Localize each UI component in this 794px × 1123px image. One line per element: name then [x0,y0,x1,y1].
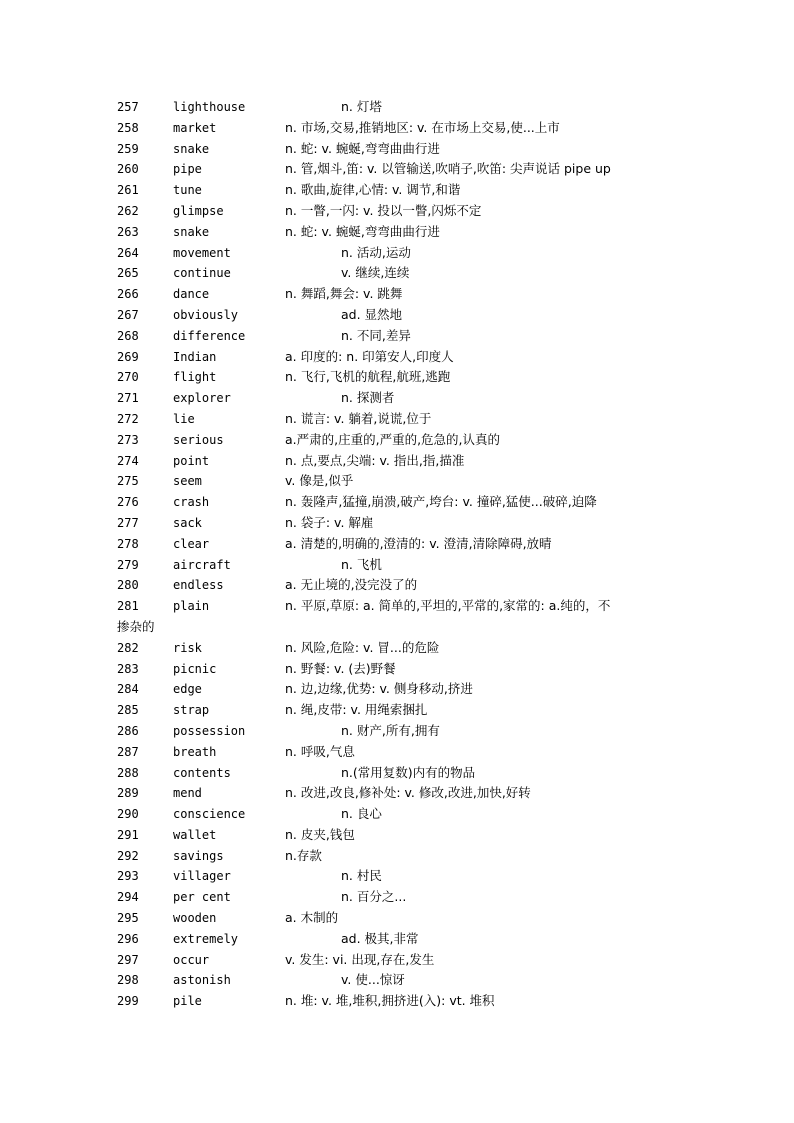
entry-word: plain [173,599,210,614]
entry-word: obviously [173,307,239,322]
entry-definition: n. 歌曲,旋律,心情: v. 调节,和谐 [285,182,461,198]
entry-definition: n. 良心 [341,806,382,822]
entry-definition: n. 边,边缘,优势: v. 侧身移动,挤进 [285,681,473,697]
entry-number: 269 [117,349,139,364]
entry-number: 286 [117,723,139,738]
entry-number: 294 [117,890,139,905]
entry-definition: ad. 显然地 [341,306,403,322]
entry-definition: v. 使...惊讶 [341,972,405,988]
entry-definition: ad. 极其,非常 [341,930,419,946]
vocab-row [0,326,794,347]
entry-number: 271 [117,391,139,406]
entry-number: 288 [117,765,139,780]
entry-word: wallet [173,827,217,842]
entry-definition: n.存款 [285,847,322,863]
vocab-row-continuation [0,617,794,638]
entry-word: serious [173,432,224,447]
entry-definition: v. 发生: vi. 出现,存在,发生 [285,951,435,967]
vocab-row [0,367,794,388]
entry-definition: n. 一瞥,一闪: v. 投以一瞥,闪烁不定 [285,202,482,218]
entry-definition: a. 无止境的,没完没了的 [285,577,418,593]
entry-word: difference [173,328,246,343]
entry-definition: n. 管,烟斗,笛: v. 以管输送,吹哨子,吹笛: 尖声说话 pipe up [285,161,611,177]
entry-word: occur [173,952,210,967]
vocab-row [0,180,794,201]
entry-definition: n. 不同,差异 [341,327,411,343]
entry-number: 259 [117,141,139,156]
entry-word: lighthouse [173,100,246,114]
entry-number: 283 [117,661,139,676]
entry-number: 292 [117,848,139,863]
entry-word: breath [173,744,217,759]
entry-number: 297 [117,952,139,967]
entry-definition: v. 像是,似乎 [285,473,354,489]
vocab-row [0,742,794,763]
vocab-row [0,347,794,368]
entry-word: glimpse [173,203,224,218]
entry-number: 278 [117,536,139,551]
vocab-row [0,970,794,991]
entry-number: 265 [117,266,139,281]
entry-number: 277 [117,515,139,530]
vocab-row [0,908,794,929]
entry-word: sack [173,515,202,530]
entry-definition: a. 印度的: n. 印第安人,印度人 [285,348,454,364]
entry-number: 285 [117,703,139,718]
entry-definition: a. 清楚的,明确的,澄清的: v. 澄清,清除障碍,放晴 [285,535,552,551]
entry-word: lie [173,411,195,426]
entry-number: 279 [117,557,139,572]
entry-word: flight [173,370,217,385]
entry-number: 281 [117,599,139,614]
entry-word: snake [173,141,210,156]
entry-word: wooden [173,911,217,926]
entry-word: aircraft [173,557,231,572]
entry-number: 287 [117,744,139,759]
entry-definition: v. 继续,连续 [341,265,410,281]
entry-number: 295 [117,911,139,926]
entry-word: contents [173,765,231,780]
entry-number: 272 [117,411,139,426]
entry-number: 289 [117,786,139,801]
entry-definition: n. 舞蹈,舞会: v. 跳舞 [285,286,403,302]
vocab-row [0,492,794,513]
entry-word: pile [173,994,202,1009]
vocab-row [0,887,794,908]
vocab-row [0,721,794,742]
entry-word: seem [173,474,202,489]
vocab-row [0,804,794,825]
entry-word: strap [173,703,210,718]
vocab-row [0,783,794,804]
vocab-row [0,659,794,680]
vocab-row [0,222,794,243]
entry-number: 280 [117,578,139,593]
entry-number: 258 [117,120,139,135]
entry-definition: n. 灯塔 [341,99,382,114]
entry-word: movement [173,245,231,260]
entry-word: dance [173,287,210,302]
entry-definition: n. 探测者 [341,390,395,406]
entry-number: 276 [117,495,139,510]
entry-word: continue [173,266,231,281]
entry-word: risk [173,640,202,655]
entry-definition: n. 风险,危险: v. 冒...的危险 [285,639,440,655]
entry-number: 273 [117,432,139,447]
entry-definition: n. 蛇: v. 蜿蜒,弯弯曲曲行进 [285,223,440,239]
entry-word: villager [173,869,231,884]
entry-number: 290 [117,807,139,822]
entry-definition: n. 市场,交易,推销地区: v. 在市场上交易,使...上市 [285,119,560,135]
entry-number: 275 [117,474,139,489]
entry-definition: a.严肃的,庄重的,严重的,危急的,认真的 [285,431,501,447]
entry-word: endless [173,578,224,593]
entry-definition: n. 活动,运动 [341,244,411,260]
entry-word: tune [173,183,202,198]
vocab-row [0,305,794,326]
entry-word: crash [173,495,210,510]
entry-word: possession [173,723,246,738]
entry-definition: n. 绳,皮带: v. 用绳索捆扎 [285,702,428,718]
entry-word: clear [173,536,210,551]
entry-definition: n. 百分之... [341,889,407,905]
vocab-row [0,929,794,950]
vocab-row [0,139,794,160]
vocab-row [0,846,794,867]
entry-definition: n. 改进,改良,修补处: v. 修改,改进,加快,好转 [285,785,531,801]
entry-number: 257 [117,100,139,114]
entry-number: 296 [117,931,139,946]
entry-definition: n. 点,要点,尖端: v. 指出,指,描准 [285,452,465,468]
vocabulary-list [0,97,794,1012]
entry-word: savings [173,848,224,863]
entry-number: 267 [117,307,139,322]
entry-definition: n. 轰隆声,猛撞,崩溃,破产,垮台: v. 撞碎,猛使...破碎,迫降 [285,494,597,510]
entry-number: 262 [117,203,139,218]
entry-definition: n. 堆: v. 堆,堆积,拥挤进(入): vt. 堆积 [285,993,495,1009]
vocab-row [0,700,794,721]
entry-definition-continuation: 掺杂的 [117,618,155,634]
entry-word: explorer [173,391,231,406]
entry-definition: n. 呼吸,气息 [285,743,355,759]
entry-definition: n. 财产,所有,拥有 [341,722,440,738]
entry-number: 282 [117,640,139,655]
entry-number: 263 [117,224,139,239]
vocab-row [0,118,794,139]
entry-word: point [173,453,210,468]
vocab-row [0,430,794,451]
entry-number: 268 [117,328,139,343]
entry-definition: a. 木制的 [285,910,339,926]
vocab-row [0,991,794,1012]
vocab-row [0,555,794,576]
vocab-row [0,866,794,887]
entry-number: 261 [117,183,139,198]
entry-word: mend [173,786,202,801]
vocab-row [0,284,794,305]
entry-definition: n. 村民 [341,868,382,884]
vocab-row [0,596,794,617]
vocab-row [0,471,794,492]
entry-word: astonish [173,973,231,988]
entry-number: 264 [117,245,139,260]
vocab-row [0,451,794,472]
vocab-row [0,201,794,222]
entry-definition: n. 谎言: v. 躺着,说谎,位于 [285,410,432,426]
entry-word: conscience [173,807,246,822]
entry-definition: n. 平原,草原: a. 简单的,平坦的,平常的,家常的: a.纯的，不 [285,598,611,614]
entry-number: 274 [117,453,139,468]
entry-word: extremely [173,931,239,946]
entry-definition: n. 野餐: v. (去)野餐 [285,660,396,676]
vocab-row [0,825,794,846]
vocab-row [0,97,794,118]
vocab-row [0,638,794,659]
entry-word: snake [173,224,210,239]
entry-number: 260 [117,162,139,177]
vocab-row [0,950,794,971]
entry-definition: n. 蛇: v. 蜿蜒,弯弯曲曲行进 [285,140,440,156]
entry-number: 293 [117,869,139,884]
vocab-row [0,534,794,555]
vocab-row [0,388,794,409]
entry-word: picnic [173,661,217,676]
entry-word: Indian [173,349,217,364]
entry-number: 284 [117,682,139,697]
entry-number: 270 [117,370,139,385]
vocab-row [0,263,794,284]
vocab-row [0,409,794,430]
vocab-row [0,243,794,264]
vocab-row [0,575,794,596]
entry-number: 266 [117,287,139,302]
entry-word: edge [173,682,202,697]
vocab-row [0,159,794,180]
vocab-row [0,763,794,784]
entry-definition: n.(常用复数)内有的物品 [341,764,476,780]
entry-word: per cent [173,890,231,905]
entry-definition: n. 袋子: v. 解雇 [285,514,374,530]
vocab-row [0,679,794,700]
entry-word: market [173,120,217,135]
entry-number: 299 [117,994,139,1009]
entry-definition: n. 皮夹,钱包 [285,826,355,842]
entry-definition: n. 飞行,飞机的航程,航班,逃跑 [285,369,451,385]
entry-word: pipe [173,162,202,177]
entry-number: 291 [117,827,139,842]
entry-definition: n. 飞机 [341,556,382,572]
vocab-row [0,513,794,534]
entry-number: 298 [117,973,139,988]
